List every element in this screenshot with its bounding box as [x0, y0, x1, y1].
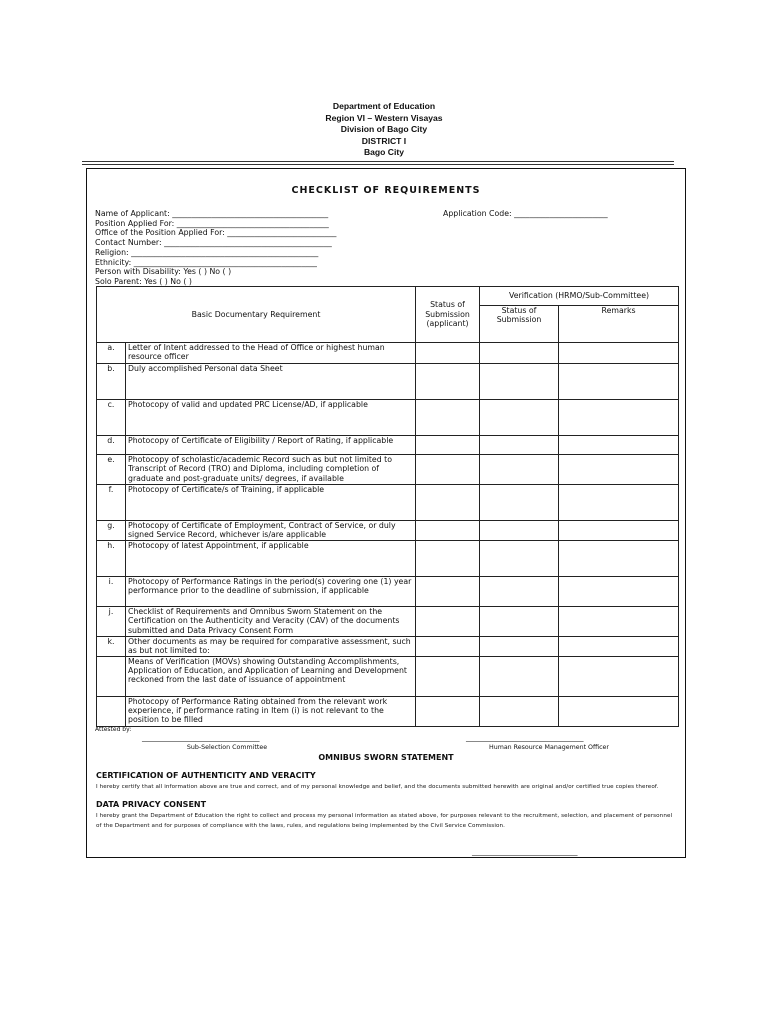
remarks-cell[interactable]	[559, 485, 679, 521]
verification-status-cell[interactable]	[480, 400, 559, 436]
header-status-applicant: Status of Submission (applicant)	[416, 287, 480, 343]
row-requirement: Checklist of Requirements and Omnibus Sworn Statement on the Certification on the Authenticity and Veracity (CAV) of the documents submitted and Data Privacy Consent Form	[126, 606, 416, 636]
row-letter	[97, 696, 126, 726]
letterhead	[0, 101, 768, 159]
table-row	[97, 400, 679, 436]
remarks-cell[interactable]	[559, 436, 679, 455]
header-verification: Verification (HRMO/Sub-Committee)	[480, 287, 679, 306]
table-row	[97, 540, 679, 576]
remarks-cell[interactable]	[559, 540, 679, 576]
applicant-name-field[interactable]: Name of Applicant: ________________________________________	[95, 209, 329, 218]
table-row	[97, 343, 679, 364]
verification-status-cell[interactable]	[480, 696, 559, 726]
hrmo-label: Human Resource Management Officer	[488, 744, 610, 751]
row-requirement: Photocopy of Performance Ratings in the period(s) covering one (1) year performance prior to the deadline of submission, if applicable	[126, 576, 416, 606]
religion-field[interactable]: Religion: ________________________________________________	[95, 247, 319, 257]
cav-heading: CERTIFICATION OF AUTHENTICITY AND VERACITY	[96, 771, 316, 780]
privacy-body: I hereby grant the Department of Education the right to collect and process my personal information as stated above, for purposes relevant to the recruitment, selection, and placement of personnel of the Department and for purposes of compliance with the laws, rules, and regulations being implemented by the Civil Service Commission.	[96, 813, 673, 829]
table-row	[97, 455, 679, 485]
status-cell[interactable]	[416, 364, 480, 400]
form-title: CHECKLIST OF REQUIREMENTS	[291, 185, 481, 196]
ethnicity-field[interactable]: Ethnicity: _______________________________________________	[95, 257, 317, 267]
status-cell[interactable]	[416, 521, 480, 541]
letterhead-department: Department of Education	[332, 101, 436, 111]
remarks-cell[interactable]	[559, 343, 679, 364]
verification-status-cell[interactable]	[480, 540, 559, 576]
remarks-cell[interactable]	[559, 364, 679, 400]
row-requirement: Photocopy of latest Appointment, if applicable	[126, 540, 416, 576]
row-requirement: Photocopy of Performance Rating obtained from the relevant work experience, if performance rating in Item (i) is not relevant to the position to be filled	[126, 696, 416, 726]
remarks-cell[interactable]	[559, 521, 679, 541]
status-cell[interactable]	[416, 343, 480, 364]
verification-status-cell[interactable]	[480, 485, 559, 521]
letterhead-region: Region VI – Western Visayas	[325, 112, 443, 123]
table-row	[97, 636, 679, 656]
table-row	[97, 436, 679, 455]
row-letter: k.	[97, 636, 126, 656]
table-row	[97, 606, 679, 636]
letterhead-district: DISTRICT I	[361, 135, 407, 146]
header-rule-bottom	[82, 164, 674, 165]
status-cell[interactable]	[416, 696, 480, 726]
position-applied-field[interactable]: Position Applied For: _______________________________________	[95, 218, 329, 228]
table-row	[97, 656, 679, 696]
status-cell[interactable]	[416, 455, 480, 485]
header-verification-status: Status of Submission	[480, 306, 559, 343]
sub-selection-committee-label: Sub-Selection Committee	[186, 744, 268, 751]
hrmo-signature-line[interactable]: _______________________________________	[466, 734, 583, 742]
table-row	[97, 364, 679, 400]
table-row	[97, 521, 679, 541]
status-cell[interactable]	[416, 606, 480, 636]
status-cell[interactable]	[416, 656, 480, 696]
remarks-cell[interactable]	[559, 455, 679, 485]
row-letter: e.	[97, 455, 126, 485]
row-requirement: Means of Verification (MOVs) showing Outstanding Accomplishments, Application of Education, and Application of Learning and Development reckoned from the last date of issuance of appointment	[126, 656, 416, 696]
verification-status-cell[interactable]	[480, 656, 559, 696]
row-letter: g.	[97, 521, 126, 541]
verification-status-cell[interactable]	[480, 606, 559, 636]
status-cell[interactable]	[416, 576, 480, 606]
row-letter: a.	[97, 343, 126, 364]
row-requirement: Duly accomplished Personal data Sheet	[126, 364, 416, 400]
row-requirement: Photocopy of Certificate of Eligibility / Report of Rating, if applicable	[126, 436, 416, 455]
remarks-cell[interactable]	[559, 400, 679, 436]
office-field[interactable]: Office of the Position Applied For: ____________________________	[95, 228, 337, 238]
status-cell[interactable]	[416, 485, 480, 521]
omnibus-title: OMNIBUS SWORN STATEMENT	[318, 753, 454, 762]
row-letter: h.	[97, 540, 126, 576]
verification-status-cell[interactable]	[480, 636, 559, 656]
sub-selection-signature-line[interactable]: _______________________________________	[142, 734, 259, 742]
remarks-cell[interactable]	[559, 696, 679, 726]
cav-body: I hereby certify that all information above are true and correct, and of my personal knowledge and belief, and the documents submitted herewith are original and/or certified true copies thereof.	[96, 784, 659, 790]
verification-status-cell[interactable]	[480, 576, 559, 606]
status-cell[interactable]	[416, 540, 480, 576]
row-requirement: Photocopy of scholastic/academic Record such as but not limited to Transcript of Record (TRO) and Diploma, including completion of graduate and post-graduate units/ degrees, if available	[126, 455, 416, 485]
row-letter: f.	[97, 485, 126, 521]
letterhead-city: Bago City	[363, 147, 405, 157]
row-requirement: Letter of Intent addressed to the Head of Office or highest human resource officer	[126, 343, 416, 364]
row-letter: i.	[97, 576, 126, 606]
letterhead-division: Division of Bago City	[340, 124, 428, 134]
header-rule-top	[82, 161, 674, 162]
table-header-row	[97, 287, 679, 306]
remarks-cell[interactable]	[559, 576, 679, 606]
applicant-info	[95, 209, 336, 287]
header-requirement: Basic Documentary Requirement	[97, 287, 416, 343]
verification-status-cell[interactable]	[480, 343, 559, 364]
table-row	[97, 576, 679, 606]
row-letter: j.	[97, 606, 126, 636]
row-letter	[97, 656, 126, 696]
disability-field[interactable]: Person with Disability: Yes ( ) No ( )	[95, 267, 232, 277]
verification-status-cell[interactable]	[480, 455, 559, 485]
contact-number-field[interactable]: Contact Number: ___________________________________________	[95, 238, 332, 248]
remarks-cell[interactable]	[559, 606, 679, 636]
status-cell[interactable]	[416, 436, 480, 455]
status-cell[interactable]	[416, 400, 480, 436]
solo-parent-field[interactable]: Solo Parent: Yes ( ) No ( )	[95, 276, 192, 286]
attested-by-label: Attested by:	[95, 726, 132, 733]
requirements-table	[96, 286, 679, 727]
verification-status-cell[interactable]	[480, 364, 559, 400]
verification-status-cell[interactable]	[480, 521, 559, 541]
header-remarks: Remarks	[559, 306, 679, 343]
row-letter: d.	[97, 436, 126, 455]
table-row	[97, 696, 679, 726]
verification-status-cell[interactable]	[480, 436, 559, 455]
applicant-signature-line[interactable]: ___________________________________	[472, 848, 577, 856]
remarks-cell[interactable]	[559, 636, 679, 656]
remarks-cell[interactable]	[559, 656, 679, 696]
row-requirement: Photocopy of Certificate of Employment, Contract of Service, or duly signed Service Record, whichever is/are applicable	[126, 521, 416, 541]
status-cell[interactable]	[416, 636, 480, 656]
privacy-heading: DATA PRIVACY CONSENT	[96, 800, 207, 809]
application-code-field[interactable]: Application Code: ________________________	[443, 209, 608, 218]
row-letter: b.	[97, 364, 126, 400]
row-letter: c.	[97, 400, 126, 436]
row-requirement: Photocopy of Certificate/s of Training, if applicable	[126, 485, 416, 521]
table-row	[97, 485, 679, 521]
row-requirement: Other documents as may be required for comparative assessment, such as but not limited to:	[126, 636, 416, 656]
row-requirement: Photocopy of valid and updated PRC License/AD, if applicable	[126, 400, 416, 436]
